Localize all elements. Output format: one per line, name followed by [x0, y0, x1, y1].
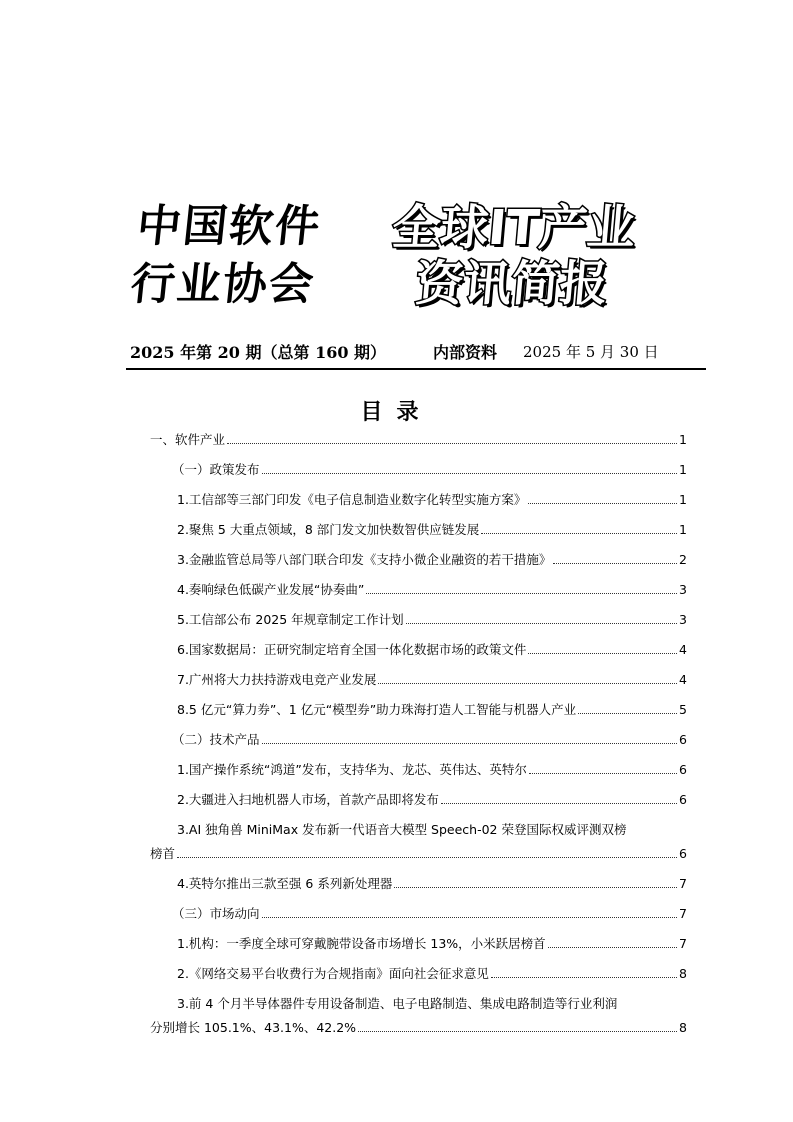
leader-dots [528, 503, 677, 504]
toc-entry[interactable] [150, 936, 687, 952]
toc-entry[interactable] [150, 732, 687, 748]
table-of-contents [150, 432, 687, 1050]
toc-page-number: 7 [679, 936, 687, 951]
toc-entry-text: 2.大疆进入扫地机器人市场，首款产品即将发布 [177, 792, 439, 807]
toc-page-number: 6 [679, 732, 687, 747]
toc-entry[interactable] [150, 876, 687, 892]
toc-page-number: 1 [679, 492, 687, 507]
leader-dots [491, 977, 677, 978]
toc-page-number: 1 [679, 432, 687, 447]
toc-page-number: 6 [679, 846, 687, 861]
leader-dots [262, 917, 678, 918]
toc-entry[interactable] [150, 462, 687, 478]
toc-entry[interactable] [150, 996, 687, 1036]
toc-entry[interactable] [150, 906, 687, 922]
association-logo [128, 198, 340, 314]
toc-page-number: 4 [679, 672, 687, 687]
toc-entry-text: 4.奏响绿色低碳产业发展“协奏曲” [177, 582, 365, 597]
toc-entry[interactable] [150, 492, 687, 508]
bulletin-title-line2: 资讯简报 [413, 256, 611, 312]
leader-dots [553, 563, 677, 564]
leader-dots [529, 773, 677, 774]
leader-dots [366, 593, 677, 594]
leader-dots [441, 803, 677, 804]
toc-entry[interactable] [150, 672, 687, 688]
toc-entry[interactable] [150, 822, 687, 862]
org-name-line2: 行业协会 [128, 259, 318, 310]
toc-page-number: 8 [679, 966, 687, 981]
toc-entry-text: 1.国产操作系统“鸿道”发布，支持华为、龙芯、英伟达、英特尔 [177, 762, 527, 777]
toc-page-number: 8 [679, 1020, 687, 1035]
toc-entry-text: （三）市场动向 [172, 906, 260, 921]
toc-entry-text: 2.聚焦 5 大重点领域，8 部门发文加快数智供应链发展 [177, 522, 480, 537]
toc-page-number: 1 [679, 462, 687, 477]
toc-entry-text: 1.机构：一季度全球可穿戴腕带设备市场增长 13%，小米跃居榜首 [177, 936, 546, 951]
toc-entry-text: （二）技术产品 [172, 732, 260, 747]
leader-dots [227, 443, 677, 444]
toc-page-number: 5 [679, 702, 687, 717]
toc-page-number: 3 [679, 612, 687, 627]
toc-page-number: 2 [679, 552, 687, 567]
leader-dots [578, 713, 677, 714]
leader-dots [262, 473, 678, 474]
toc-entry[interactable] [150, 792, 687, 808]
toc-entry-text: 5.工信部公布 2025 年规章制定工作计划 [177, 612, 404, 627]
internal-label: 内部资料 [433, 343, 498, 362]
toc-entry[interactable] [150, 582, 687, 598]
toc-entry-text: 7.广州将大力扶持游戏电竞产业发展 [177, 672, 377, 687]
toc-page-number: 4 [679, 642, 687, 657]
leader-dots [262, 743, 678, 744]
toc-page-number: 1 [679, 522, 687, 537]
toc-entry-text: （一）政策发布 [172, 462, 260, 477]
toc-entry-text: 一、软件产业 [150, 432, 226, 447]
leader-dots [177, 857, 677, 858]
leader-dots [378, 683, 677, 684]
toc-page-number: 3 [679, 582, 687, 597]
toc-entry-text: 4.英特尔推出三款至强 6 系列新处理器 [177, 876, 393, 891]
toc-entry-text-continued: 分别增长 105.1%、43.1%、42.2% [150, 1020, 357, 1035]
toc-entry-text: 3.AI 独角兽 MiniMax 发布新一代语音大模型 Speech-02 荣登国际权威评测双榜 [177, 822, 627, 837]
toc-entry-text: 3.前 4 个月半导体器件专用设备制造、电子电路制造、集成电路制造等行业利润 [177, 996, 618, 1011]
leader-dots [406, 623, 677, 624]
issue-number: 2025 年第 20 期（总第 160 期） [130, 343, 387, 362]
toc-entry[interactable] [150, 552, 687, 568]
toc-entry[interactable] [150, 432, 687, 448]
toc-entry-text: 2.《网络交易平台收费行为合规指南》面向社会征求意见 [177, 966, 489, 981]
toc-heading: 目录 [360, 399, 433, 425]
issue-date: 2025 年 5 月 30 日 [523, 343, 659, 361]
bulletin-title [385, 200, 675, 312]
toc-entry-text: 8.5 亿元“算力券”、1 亿元“模型券”助力珠海打造人工智能与机器人产业 [177, 702, 577, 717]
toc-entry[interactable] [150, 522, 687, 538]
toc-entry-text: 3.金融监管总局等八部门联合印发《支持小微企业融资的若干措施》 [177, 552, 552, 567]
toc-entry-text-continued: 榜首 [150, 846, 176, 861]
toc-entry[interactable] [150, 612, 687, 628]
toc-page-number: 6 [679, 762, 687, 777]
toc-entry[interactable] [150, 642, 687, 658]
leader-dots [548, 947, 677, 948]
toc-entry-text: 1.工信部等三部门印发《电子信息制造业数字化转型实施方案》 [177, 492, 527, 507]
toc-page-number: 7 [679, 906, 687, 921]
leader-dots [358, 1031, 677, 1032]
toc-entry[interactable] [150, 762, 687, 778]
toc-page-number: 6 [679, 792, 687, 807]
org-name-line1: 中国软件 [134, 201, 324, 252]
header-divider [126, 368, 706, 370]
toc-entry-text: 6.国家数据局：正研究制定培育全国一体化数据市场的政策文件 [177, 642, 527, 657]
leader-dots [528, 653, 677, 654]
toc-entry[interactable] [150, 702, 687, 718]
leader-dots [481, 533, 677, 534]
toc-page-number: 7 [679, 876, 687, 891]
leader-dots [394, 887, 677, 888]
toc-entry[interactable] [150, 966, 687, 982]
bulletin-title-line1: 全球IT产业 [390, 200, 638, 256]
